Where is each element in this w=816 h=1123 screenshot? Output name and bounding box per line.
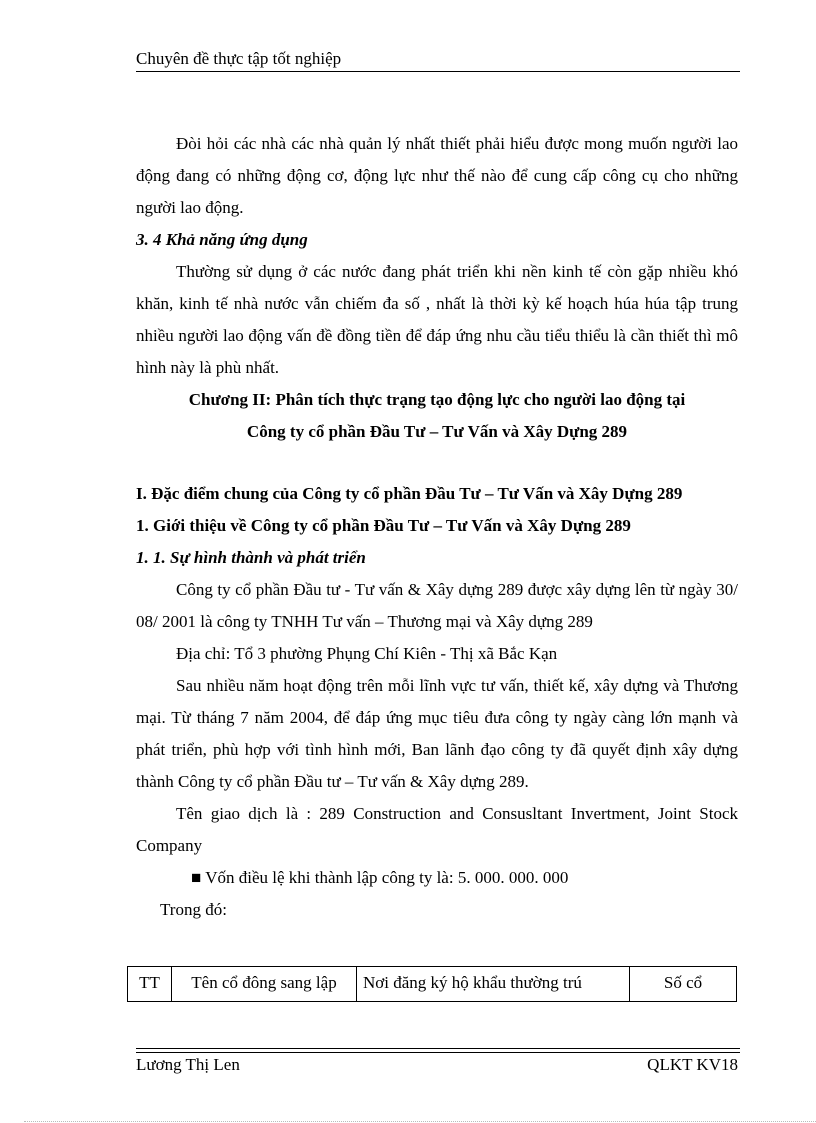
footer-divider-top bbox=[136, 1048, 740, 1049]
table-header-cell: Số cổ bbox=[630, 967, 737, 1002]
paragraph-motivation: Đòi hỏi các nhà các nhà quản lý nhất thiết phải hiểu được mong muốn người lao động đang có những động cơ, động lực như thế nào để cung cấp công cụ cho những người lao động. bbox=[136, 134, 738, 217]
shareholder-table bbox=[127, 966, 737, 1002]
paragraph-company-origin: Công ty cổ phần Đầu tư - Tư vấn & Xây dựng 289 được xây dựng lên từ ngày 30/ 08/ 2001 là công ty TNHH Tư vấn – Thương mại và Xây dựng 289 bbox=[136, 580, 738, 631]
paragraph-of-which: Trong đó: bbox=[160, 900, 227, 919]
chapter-title-line1: Chương II: Phân tích thực trạng tạo động lực cho người lao động tại bbox=[188, 390, 686, 409]
bullet-charter-capital bbox=[136, 862, 738, 894]
footer-author: Lương Thị Len bbox=[136, 1055, 240, 1074]
table-header-cell: Nơi đăng ký hộ khẩu thường trú bbox=[357, 967, 630, 1002]
footer-class: QLKT KV18 bbox=[647, 1055, 738, 1074]
paragraph-address: Địa chỉ: Tổ 3 phường Phụng Chí Kiên - Thị xã Bắc Kạn bbox=[176, 644, 558, 663]
document-body bbox=[136, 128, 738, 926]
section-heading-1-1: 1. 1. Sự hình thành và phát triển bbox=[136, 548, 366, 567]
chapter-title-line2: Công ty cổ phần Đầu Tư – Tư Vấn và Xây Dựng 289 bbox=[246, 422, 628, 441]
section-heading-1: 1. Giới thiệu về Công ty cổ phần Đầu Tư – Tư Vấn và Xây Dựng 289 bbox=[136, 516, 631, 535]
section-heading-3-4: 3. 4 Khả năng ứng dụng bbox=[136, 230, 308, 249]
section-heading-I: I. Đặc điểm chung của Công ty cổ phần Đầu Tư – Tư Vấn và Xây Dựng 289 bbox=[136, 484, 683, 503]
table-header-cell: TT bbox=[128, 967, 172, 1002]
table-header-row bbox=[128, 967, 737, 1002]
square-bullet-icon: ■ bbox=[191, 868, 202, 887]
charter-capital-text: Vốn điều lệ khi thành lập công ty là: 5. 000. 000. 000 bbox=[205, 868, 569, 887]
paragraph-trade-name: Tên giao dịch là : 289 Construction and Consusltant Invertment, Joint Stock Company bbox=[136, 804, 738, 855]
table-header-cell: Tên cổ đông sang lập bbox=[172, 967, 357, 1002]
header-divider bbox=[136, 71, 740, 72]
paragraph-applicability: Thường sử dụng ở các nước đang phát triển khi nền kinh tế còn gặp nhiều khó khăn, kinh tế nhà nước vẫn chiếm đa số , nhất là thời kỳ kế hoạch húa húa tập trung nhiều người lao động vấn đề đồng tiền để đáp ứng nhu cầu tiểu thiểu là cần thiết thì mô hình này là phù nhất. bbox=[136, 262, 738, 377]
page-edge bbox=[24, 1121, 816, 1122]
page-header-title: Chuyên đề thực tập tốt nghiệp bbox=[136, 49, 342, 68]
paragraph-history: Sau nhiều năm hoạt động trên mỗi lĩnh vực tư vấn, thiết kế, xây dựng và Thương mại. Từ tháng 7 năm 2004, để đáp ứng mục tiêu đưa công ty ngày càng lớn mạnh và phát triển, phù hợp với tình hình mới, Ban lãnh đạo công ty đã quyết định xây dựng thành Công ty cổ phần Đầu tư – Tư vấn & Xây dựng 289. bbox=[136, 676, 738, 791]
footer-divider-bottom bbox=[136, 1052, 740, 1053]
spacer bbox=[136, 448, 738, 478]
